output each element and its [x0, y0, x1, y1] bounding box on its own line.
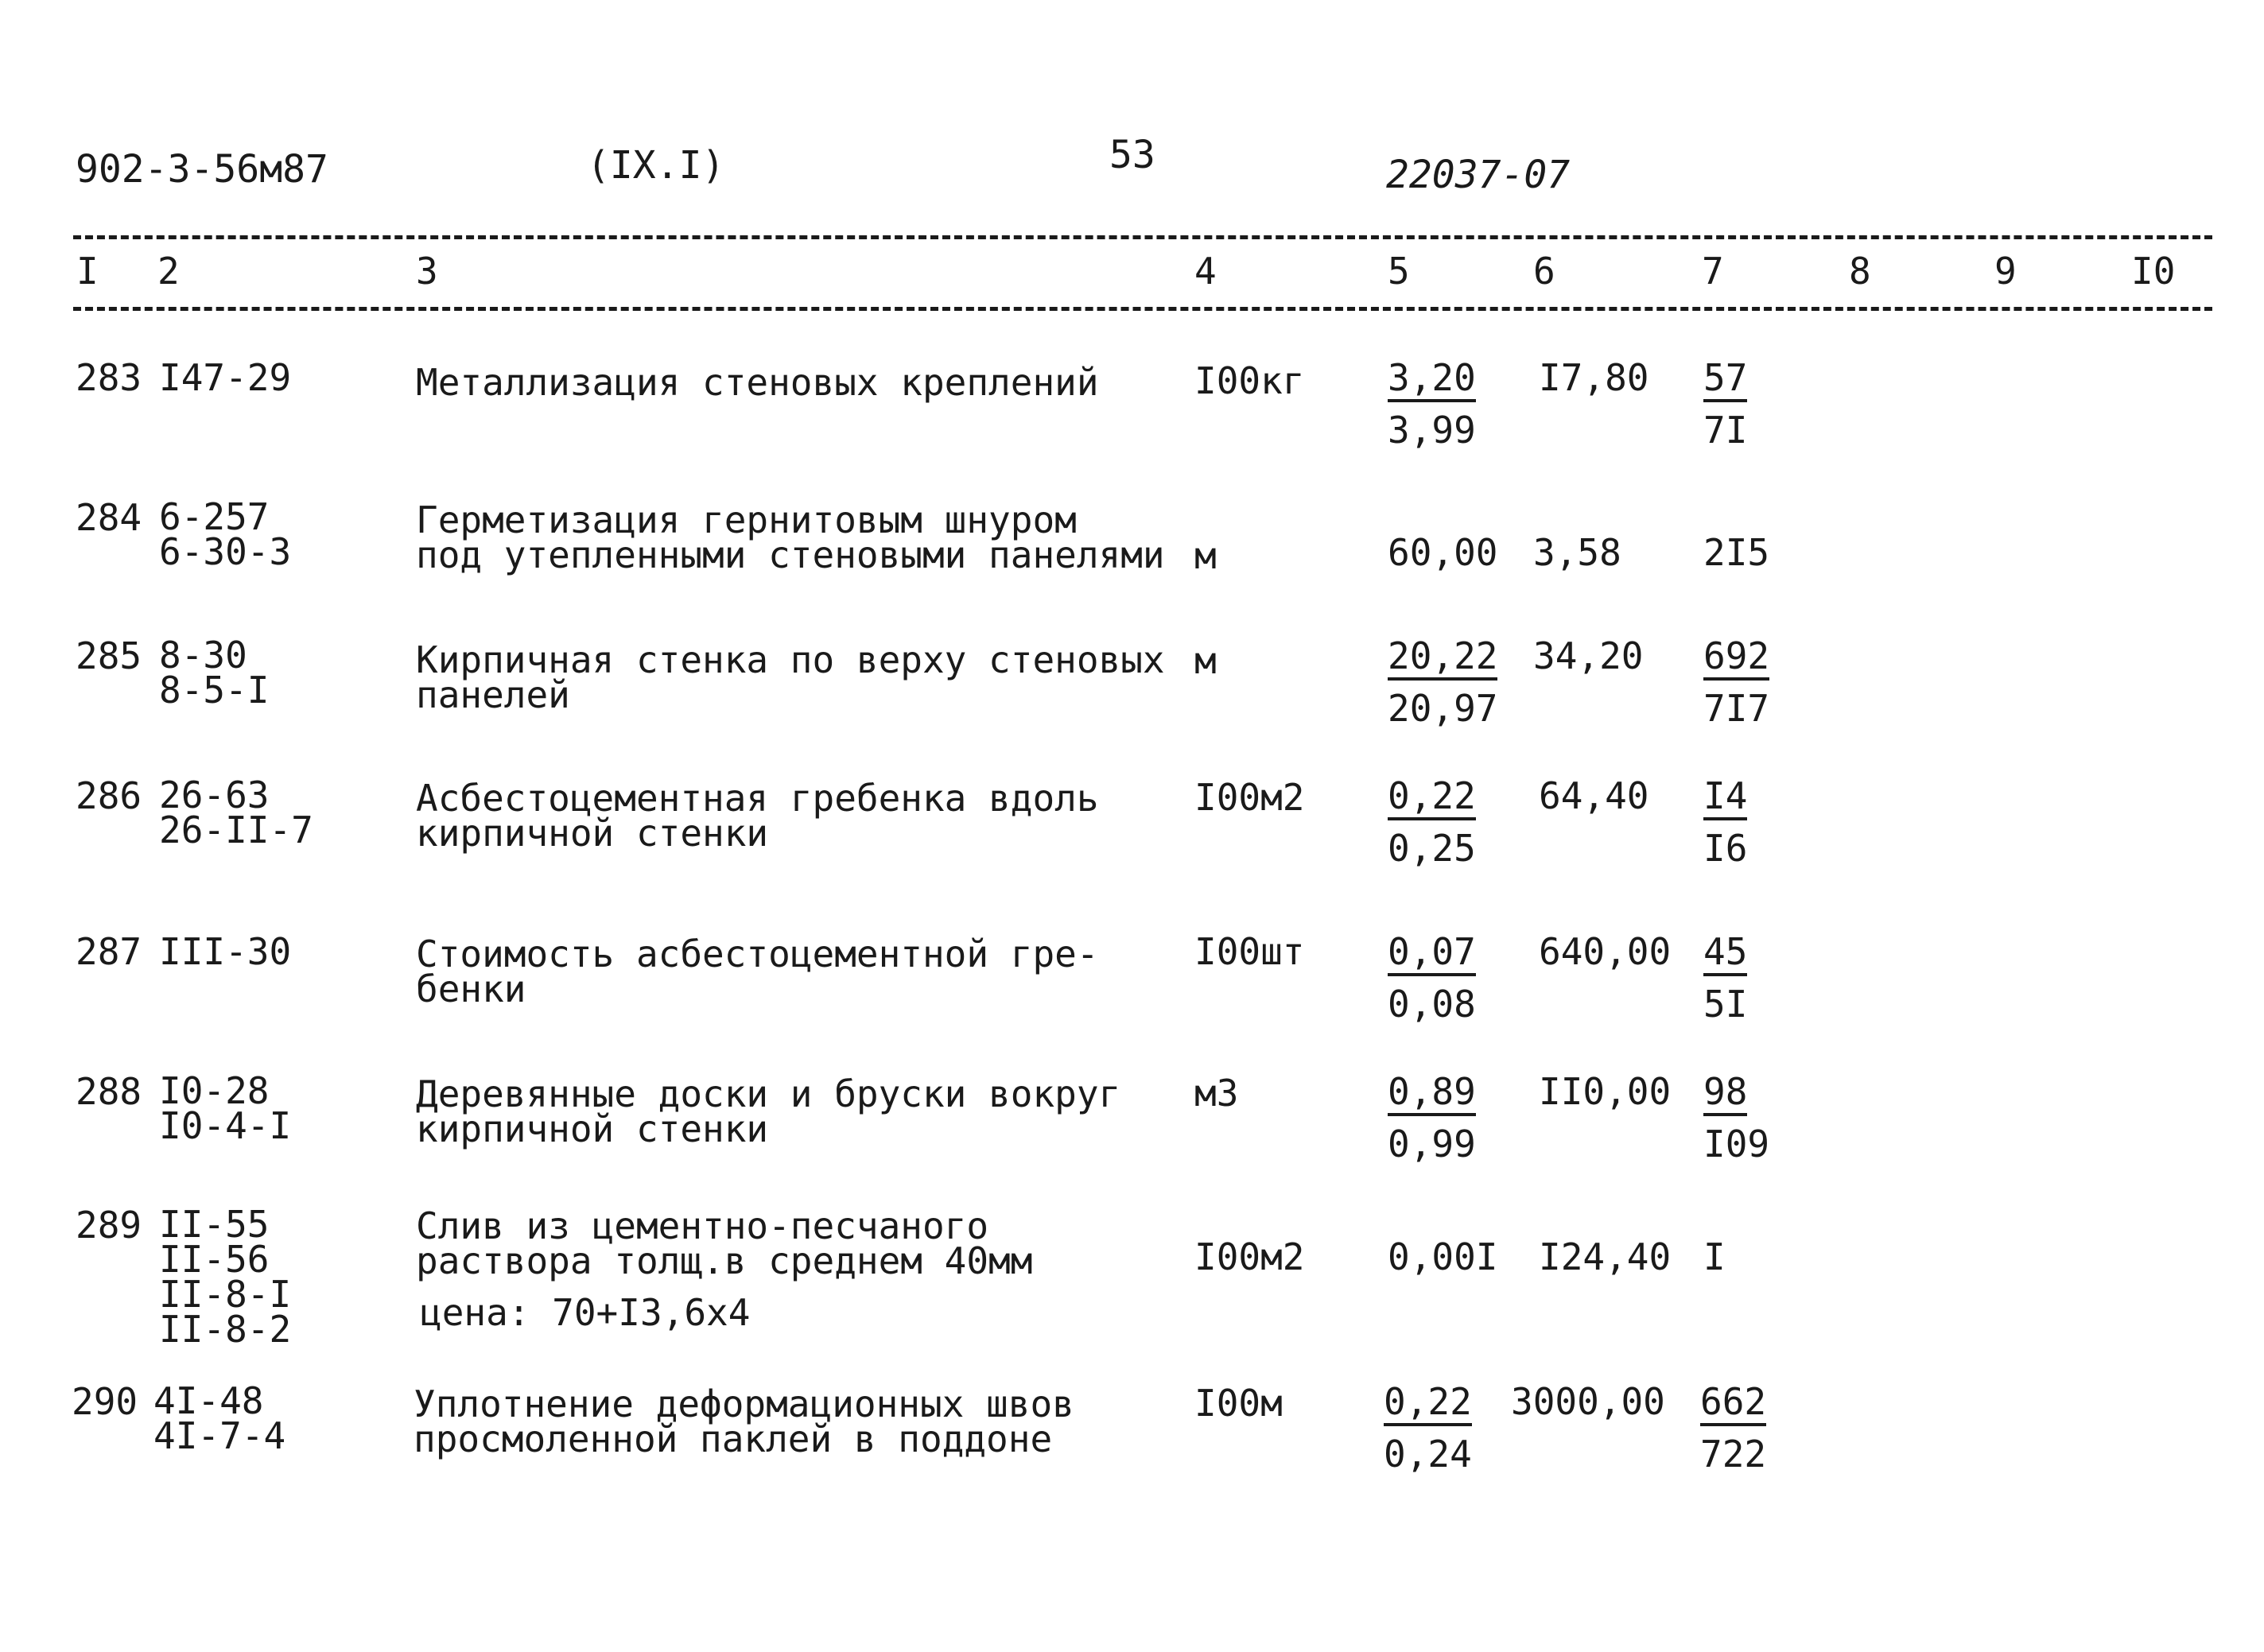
quantity-fraction	[1388, 634, 1498, 730]
cost-fraction	[1703, 774, 1807, 870]
quantity-fraction	[1388, 1070, 1491, 1165]
row-description	[414, 1382, 1074, 1460]
row-unit: I00м2	[1194, 1235, 1305, 1278]
page-number: 53	[1109, 133, 1155, 177]
unit-price: 34,20	[1533, 634, 1644, 677]
row-codes	[159, 774, 313, 851]
row-unit: I00м2	[1194, 776, 1305, 819]
row-code: I0-28	[159, 1069, 270, 1112]
unit-price: 3000,00	[1511, 1380, 1665, 1423]
cost-top: 45	[1703, 933, 1747, 976]
unit-price: II0,00	[1539, 1070, 1672, 1113]
row-description: Металлизация стеновых креплений	[416, 361, 1099, 404]
col-header-3: 3	[416, 250, 438, 293]
row-code: III-30	[159, 930, 292, 973]
row-unit: I00кг	[1194, 359, 1305, 402]
quantity-bottom: 0,25	[1388, 827, 1476, 870]
row-description-line: панелей	[416, 673, 570, 716]
col-header-4: 4	[1194, 250, 1217, 293]
cost-fraction	[1703, 634, 1807, 730]
section-label: (IX.I)	[587, 143, 725, 188]
cost-top: I4	[1703, 778, 1747, 820]
doc-code: 902-3-56м87	[76, 147, 328, 192]
quantity-top: 20,22	[1388, 638, 1497, 681]
row-description	[416, 498, 1165, 576]
row-description-line: кирпичной стенки	[416, 812, 769, 855]
row-description-line: Деревянные доски и бруски вокруг	[416, 1072, 1121, 1115]
cost: I	[1703, 1235, 1726, 1278]
quantity-fraction	[1388, 774, 1491, 870]
row-description-line: Уплотнение деформационных швов	[414, 1382, 1074, 1425]
quantity-fraction	[1388, 930, 1491, 1026]
row-code: 4I-7-4	[153, 1414, 286, 1457]
cost-top: 662	[1700, 1383, 1766, 1426]
quantity-bottom: 3,99	[1388, 409, 1476, 452]
cost-bottom: 7I7	[1703, 687, 1770, 730]
row-code: 4I-48	[153, 1379, 264, 1422]
cost-bottom: I6	[1703, 827, 1748, 870]
row-codes	[159, 495, 292, 573]
quantity-bottom: 0,08	[1388, 983, 1476, 1026]
quantity-top: 0,22	[1384, 1383, 1472, 1426]
quantity-bottom: 0,99	[1388, 1123, 1476, 1165]
col-header-8: 8	[1849, 250, 1871, 293]
cost-bottom: 722	[1700, 1433, 1767, 1476]
header-bottom-rule	[73, 307, 2212, 311]
row-number: 285	[76, 634, 142, 677]
row-code: 26-63	[159, 774, 270, 816]
cost-bottom: 5I	[1703, 983, 1748, 1026]
row-codes	[159, 634, 270, 712]
row-code: II-55	[159, 1203, 270, 1246]
row-description-line: кирпичной стенки	[416, 1107, 769, 1150]
unit-price: I24,40	[1539, 1235, 1672, 1278]
row-code: II-56	[159, 1238, 270, 1281]
row-unit: м	[1194, 534, 1217, 577]
row-number: 289	[76, 1204, 142, 1247]
row-code: 6-30-3	[159, 530, 292, 573]
quantity-bottom: 20,97	[1388, 687, 1498, 730]
row-number: 286	[76, 774, 142, 817]
row-description-line: Кирпичная стенка по верху стеновых	[416, 638, 1165, 681]
row-unit: I00м	[1194, 1382, 1283, 1425]
row-code: 26-II-7	[159, 809, 313, 851]
row-number: 283	[76, 356, 142, 399]
row-code: 6-257	[159, 495, 270, 538]
row-description	[416, 933, 1099, 1010]
col-header-9: 9	[1994, 250, 2017, 293]
cost-top: 98	[1703, 1073, 1747, 1116]
row-codes	[159, 1069, 292, 1147]
row-description-line: Герметизация гернитовым шнуром	[416, 498, 1077, 541]
row-description-line: Стоимость асбестоцементной гре-	[416, 933, 1099, 975]
cost-fraction	[1703, 1070, 1807, 1165]
row-description-line: раствора толщ.в среднем 40мм	[416, 1239, 1033, 1282]
quantity-bottom: 0,24	[1384, 1433, 1472, 1476]
row-codes	[153, 1379, 286, 1457]
row-codes	[159, 1203, 292, 1351]
col-header-7: 7	[1702, 250, 1724, 293]
quantity-fraction	[1388, 356, 1491, 452]
unit-price: I7,80	[1539, 356, 1649, 399]
cost-fraction	[1703, 356, 1807, 452]
col-header-6: 6	[1533, 250, 1555, 293]
row-code: II-8-I	[159, 1273, 292, 1316]
quantity: 60,00	[1388, 531, 1498, 574]
unit-price: 3,58	[1533, 531, 1621, 574]
row-description-line: Асбестоцементная гребенка вдоль	[416, 777, 1099, 820]
row-number: 288	[76, 1070, 142, 1113]
row-unit: м3	[1194, 1072, 1239, 1115]
quantity-fraction	[1384, 1380, 1487, 1476]
row-unit: м	[1194, 639, 1217, 682]
row-code: 8-30	[159, 634, 247, 677]
row-code: I0-4-I	[159, 1104, 292, 1147]
row-code: 8-5-I	[159, 669, 270, 712]
col-header-1: I	[76, 250, 99, 293]
cost-bottom: 7I	[1703, 409, 1748, 452]
row-description-line: под утепленными стеновыми панелями	[416, 533, 1165, 576]
row-description-line: бенки	[416, 968, 526, 1010]
price-note: цена: 70+I3,6x4	[420, 1291, 751, 1334]
row-unit: I00шт	[1194, 930, 1305, 973]
quantity-top: 0,07	[1388, 933, 1476, 976]
row-description-line: просмоленной паклей в поддоне	[414, 1417, 1053, 1460]
col-header-5: 5	[1388, 250, 1410, 293]
quantity-top: 0,22	[1388, 778, 1476, 820]
quantity-top: 0,89	[1388, 1073, 1476, 1116]
row-code: I47-29	[159, 356, 292, 399]
cost: 2I5	[1703, 531, 1770, 574]
row-number: 284	[76, 496, 142, 539]
header-top-rule	[73, 235, 2212, 239]
row-description	[416, 777, 1099, 855]
row-description-line: Слив из цементно-песчаного	[416, 1204, 989, 1247]
row-number: 287	[76, 930, 142, 973]
unit-price: 640,00	[1539, 930, 1672, 973]
row-description	[416, 638, 1165, 716]
quantity-top: 3,20	[1388, 359, 1476, 402]
quantity: 0,00I	[1388, 1235, 1498, 1278]
cost-fraction	[1700, 1380, 1804, 1476]
row-number: 290	[72, 1380, 138, 1423]
cost-top: 57	[1703, 359, 1747, 402]
cost-bottom: I09	[1703, 1123, 1770, 1165]
row-description	[416, 1204, 1033, 1282]
album-code: 22037-07	[1386, 153, 1571, 197]
cost-top: 692	[1703, 638, 1769, 681]
row-code: II-8-2	[159, 1308, 292, 1351]
col-header-10: I0	[2131, 250, 2176, 293]
cost-fraction	[1703, 930, 1807, 1026]
col-header-2: 2	[157, 250, 180, 293]
unit-price: 64,40	[1539, 774, 1649, 817]
row-description	[416, 1072, 1121, 1150]
